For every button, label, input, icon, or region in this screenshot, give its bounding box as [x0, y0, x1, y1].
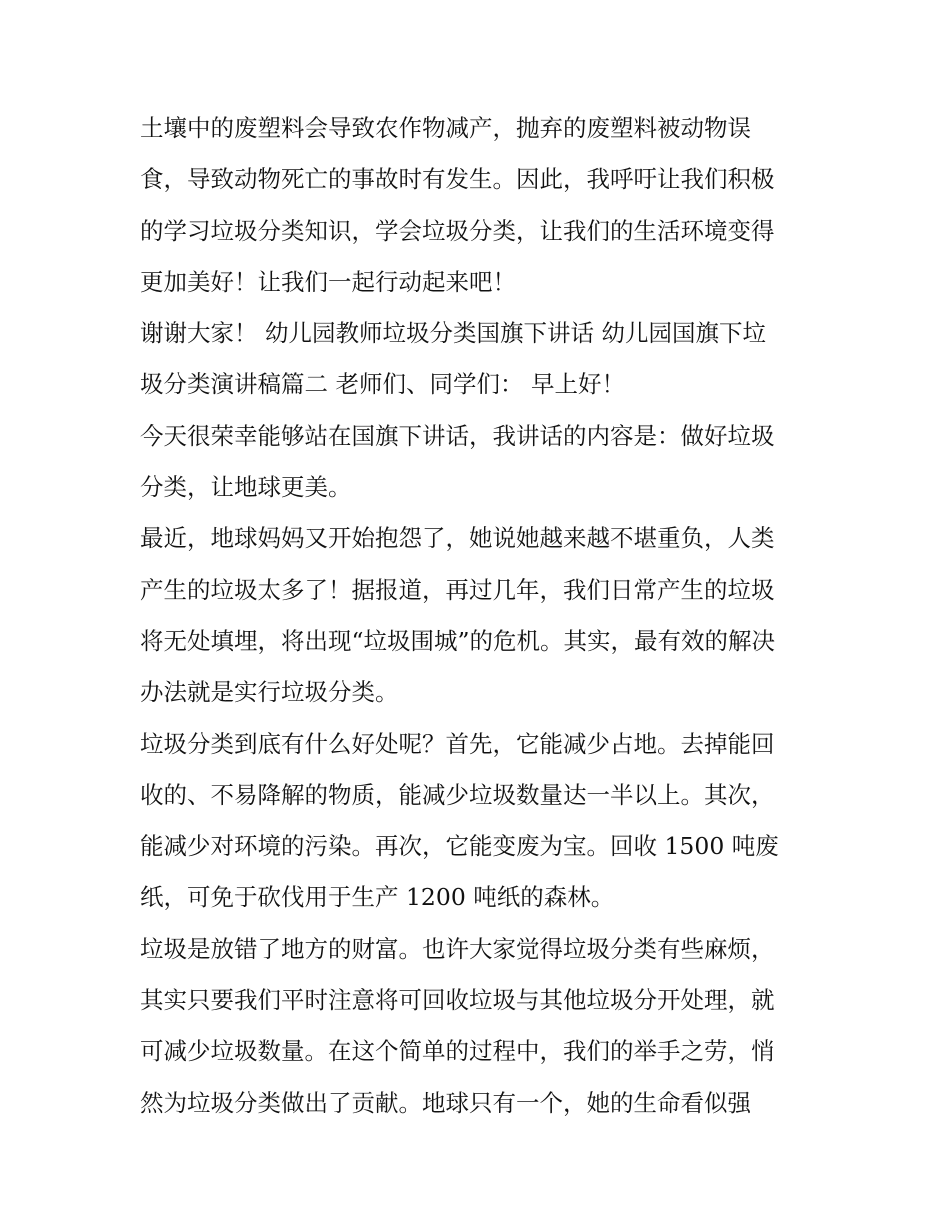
text-line: 土壤中的废塑料会导致农作物减产，抛弃的废塑料被动物误 [140, 114, 751, 142]
text-line: 收的、不易降解的物质，能减少垃圾数量达一半以上。其次， [140, 780, 775, 809]
text-line: 纸，可免于砍伐用于生产 1200 吨纸的森林。 [140, 883, 615, 912]
text-line: 将无处填埋，将出现“垃圾围城”的危机。其实，最有效的解决 [140, 626, 776, 655]
text-line: 今天很荣幸能够站在国旗下讲话，我讲话的内容是：做好垃圾 [140, 421, 775, 450]
text-line: 能减少对环境的污染。再次，它能变废为宝。回收 1500 吨废 [140, 832, 779, 861]
document-body [140, 103, 820, 1129]
text-line: 产生的垃圾太多了！据报道，再过几年，我们日常产生的垃圾 [140, 575, 775, 604]
text-line: 可减少垃圾数量。在这个简单的过程中，我们的举手之劳，悄 [140, 1037, 775, 1066]
text-line: 谢谢大家！ 幼儿园教师垃圾分类国旗下讲话 幼儿园国旗下垃 [140, 319, 766, 348]
text-line: 食，导致动物死亡的事故时有发生。因此，我呼吁让我们积极 [140, 165, 775, 194]
text-line: 其实只要我们平时注意将可回收垃圾与其他垃圾分开处理，就 [140, 986, 775, 1015]
text-line: 的学习垃圾分类知识，学会垃圾分类，让我们的生活环境变得 [140, 216, 775, 245]
text-line: 垃圾分类到底有什么好处呢？首先，它能减少占地。去掉能回 [140, 729, 775, 758]
text-line: 圾分类演讲稿篇二 老师们、同学们： 早上好！ [140, 370, 625, 399]
text-line: 然为垃圾分类做出了贡献。地球只有一个，她的生命看似强 [140, 1088, 751, 1117]
text-line: 最近，地球妈妈又开始抱怨了，她说她越来越不堪重负，人类 [140, 524, 775, 553]
text-line: 更加美好！让我们一起行动起来吧！ [140, 267, 516, 296]
text-line: 垃圾是放错了地方的财富。也许大家觉得垃圾分类有些麻烦， [140, 934, 775, 963]
text-line: 分类，让地球更美。 [140, 473, 352, 502]
text-line: 办法就是实行垃圾分类。 [140, 678, 399, 707]
